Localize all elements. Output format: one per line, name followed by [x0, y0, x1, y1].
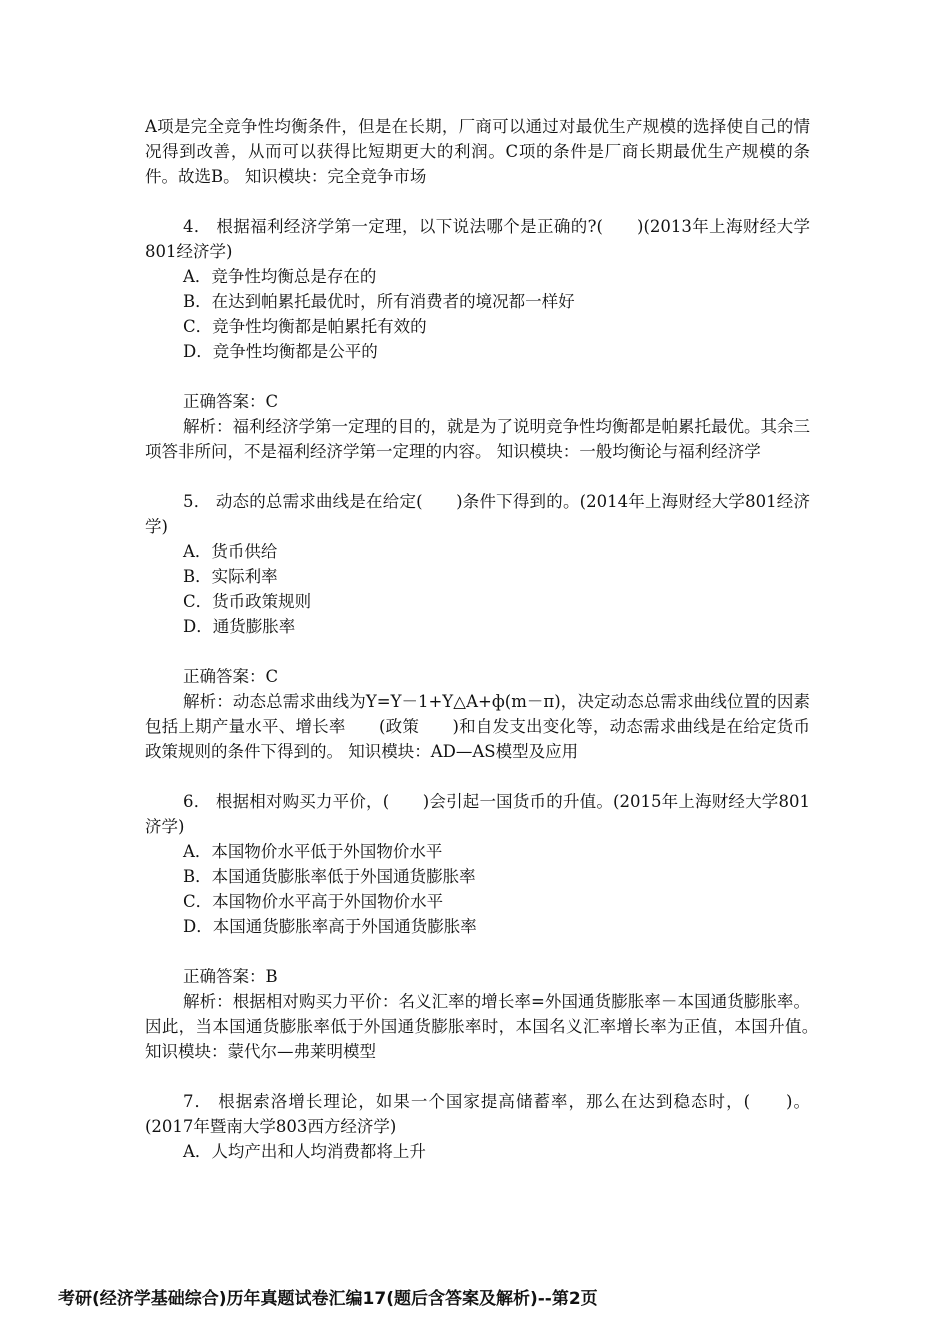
spacer: [145, 364, 810, 389]
option-d: D．通货膨胀率: [183, 617, 296, 636]
spacer: [145, 764, 810, 789]
option-b: B．本国通货膨胀率低于外国通货膨胀率: [183, 867, 476, 886]
option-b: B．在达到帕累托最优时，所有消费者的境况都一样好: [183, 292, 575, 311]
spacer: [145, 464, 810, 489]
analysis-text: 解析：福利经济学第一定理的目的，就是为了说明竞争性均衡都是帕累托最优。其余三项答非所问，不是福利经济学第一定理的内容。 知识模块：一般均衡论与福利经济学: [145, 417, 810, 461]
page-content: [145, 114, 860, 1164]
correct-answer: 正确答案：B: [183, 967, 278, 986]
spacer: [145, 639, 810, 664]
question-stem: 4． 根据福利经济学第一定理，以下说法哪个是正确的?( )(2013年上海财经大学801经济学): [145, 217, 810, 261]
option-b: B．实际利率: [183, 567, 278, 586]
question-5: [145, 489, 810, 764]
option-c: C．本国物价水平高于外国物价水平: [183, 892, 444, 911]
intro-paragraph: A项是完全竞争性均衡条件，但是在长期，厂商可以通过对最优生产规模的选择使自己的情况得到改善，从而可以获得比短期更大的利润。C项的条件是厂商长期最优生产规模的条件。故选B。 知识模块：完全竞争市场: [145, 117, 810, 186]
correct-answer: 正确答案：C: [183, 392, 279, 411]
question-6: [145, 789, 860, 1064]
question-7: [145, 1089, 810, 1164]
question-stem: 5． 动态的总需求曲线是在给定( )条件下得到的。(2014年上海财经大学801经济学): [145, 492, 810, 536]
correct-answer: 正确答案：C: [183, 667, 279, 686]
question-4: [145, 214, 810, 464]
spacer: [145, 939, 810, 964]
option-a: A．货币供给: [183, 542, 278, 561]
analysis-text: 解析：根据相对购买力平价：名义汇率的增长率=外国通货膨胀率－本国通货膨胀率。因此，当本国通货膨胀率低于外国通货膨胀率时，本国名义汇率增长率为正值，本国升值。 知识模块：蒙代尔—弗莱明模型: [145, 992, 860, 1061]
option-d: D．竞争性均衡都是公平的: [183, 342, 378, 361]
page-footer: 考研(经济学基础综合)历年真题试卷汇编17(题后含答案及解析)--第2页: [58, 1289, 598, 1309]
option-c: C．货币政策规则: [183, 592, 312, 611]
analysis-text: 解析：动态总需求曲线为Y=Y－1+Y△A+ф(m－π)，决定动态总需求曲线位置的因素包括上期产量水平、增长率 (政策 )和自发支出变化等，动态需求曲线是在给定货币政策规则的条件下得到的。 知识模块：AD—AS模型及应用: [145, 692, 810, 761]
option-a: A．竞争性均衡总是存在的: [183, 267, 377, 286]
question-stem: 7． 根据索洛增长理论，如果一个国家提高储蓄率，那么在达到稳态时，( )。(2017年暨南大学803西方经济学): [145, 1092, 810, 1136]
question-stem: 6． 根据相对购买力平价，( )会引起一国货币的升值。(2015年上海财经大学801济学): [145, 792, 810, 836]
spacer: [145, 1064, 810, 1089]
option-a: A．本国物价水平低于外国物价水平: [183, 842, 443, 861]
option-c: C．竞争性均衡都是帕累托有效的: [183, 317, 427, 336]
option-a: A．人均产出和人均消费都将上升: [183, 1142, 426, 1161]
spacer: [145, 189, 810, 214]
option-d: D．本国通货膨胀率高于外国通货膨胀率: [183, 917, 477, 936]
